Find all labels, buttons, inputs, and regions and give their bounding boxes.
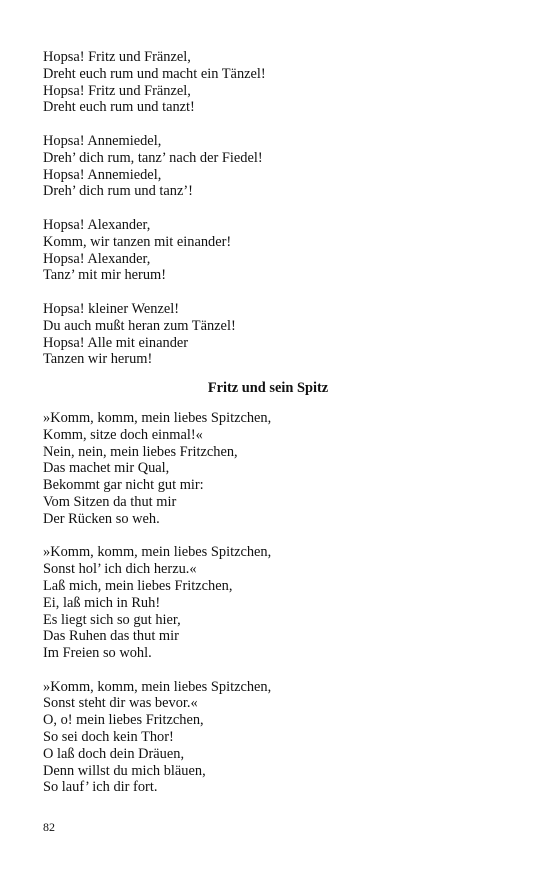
verse-line: So sei doch kein Thor!: [43, 729, 174, 746]
verse-line: Bekommt gar nicht gut mir:: [43, 477, 204, 494]
stanza-gap: [43, 200, 503, 217]
verse-line: Hopsa! Alexander,: [43, 250, 151, 267]
verse-line: Das Ruhen das thut mir: [43, 628, 179, 645]
verse-line: Komm, sitze doch einmal!«: [43, 426, 203, 443]
verse-line: O, o! mein liebes Fritzchen,: [43, 712, 204, 729]
poem-fritz-und-sein-spitz: [43, 410, 503, 796]
stanza: [43, 49, 503, 116]
verse-line: Ei, laß mich in Ruh!: [43, 594, 161, 611]
verse-line: »Komm, komm, mein liebes Spitzchen,: [43, 409, 272, 426]
verse-line: Das machet mir Qual,: [43, 460, 170, 477]
verse-line: »Komm, komm, mein liebes Spitzchen,: [43, 544, 272, 561]
verse-line: Im Freien so wohl.: [43, 645, 152, 662]
verse-line: Komm, wir tanzen mit einander!: [43, 233, 232, 250]
verse-line: Hopsa! Annemiedel,: [43, 132, 162, 149]
verse-line: Tanz’ mit mir herum!: [43, 267, 167, 284]
stanza: [43, 410, 503, 528]
stanza: [43, 679, 503, 797]
stanza-gap: [43, 284, 503, 301]
verse-line: Tanzen wir herum!: [43, 351, 153, 368]
verse-line: Dreh’ dich rum, tanz’ nach der Fiedel!: [43, 149, 263, 166]
verse-line: Es liegt sich so gut hier,: [43, 611, 181, 628]
stanza-gap: [43, 528, 503, 545]
poem-hopsa: [43, 49, 503, 368]
page-content: [43, 49, 503, 796]
verse-line: Hopsa! Alle mit einander: [43, 334, 189, 351]
verse-line: Hopsa! kleiner Wenzel!: [43, 300, 180, 317]
verse-line: Dreh’ dich rum und tanz’!: [43, 183, 193, 200]
verse-line: Sonst steht dir was bevor.«: [43, 695, 198, 712]
page-number: 82: [43, 820, 55, 834]
verse-line: Hopsa! Annemiedel,: [43, 166, 162, 183]
verse-line: Hopsa! Fritz und Fränzel,: [43, 82, 191, 99]
stanza-gap: [43, 662, 503, 679]
verse-line: »Komm, komm, mein liebes Spitzchen,: [43, 678, 272, 695]
stanza: [43, 133, 503, 200]
verse-line: So lauf’ ich dir fort.: [43, 779, 158, 796]
stanza: [43, 301, 503, 368]
verse-line: Du auch mußt heran zum Tänzel!: [43, 317, 236, 334]
verse-line: Vom Sitzen da thut mir: [43, 493, 177, 510]
verse-line: Denn willst du mich bläuen,: [43, 762, 206, 779]
verse-line: Der Rücken so weh.: [43, 510, 160, 527]
poem-title: Fritz und sein Spitz: [207, 380, 329, 397]
stanza: [43, 217, 503, 284]
stanza: [43, 544, 503, 662]
verse-line: Dreht euch rum und tanzt!: [43, 99, 195, 116]
verse-line: Laß mich, mein liebes Fritzchen,: [43, 577, 233, 594]
verse-line: Sonst hol’ ich dich herzu.«: [43, 561, 197, 578]
verse-line: O laß doch dein Dräuen,: [43, 745, 185, 762]
stanza-gap: [43, 116, 503, 133]
verse-line: Hopsa! Fritz und Fränzel,: [43, 49, 191, 65]
verse-line: Nein, nein, mein liebes Fritzchen,: [43, 443, 238, 460]
verse-line: Dreht euch rum und macht ein Tänzel!: [43, 65, 266, 82]
verse-line: Hopsa! Alexander,: [43, 216, 151, 233]
